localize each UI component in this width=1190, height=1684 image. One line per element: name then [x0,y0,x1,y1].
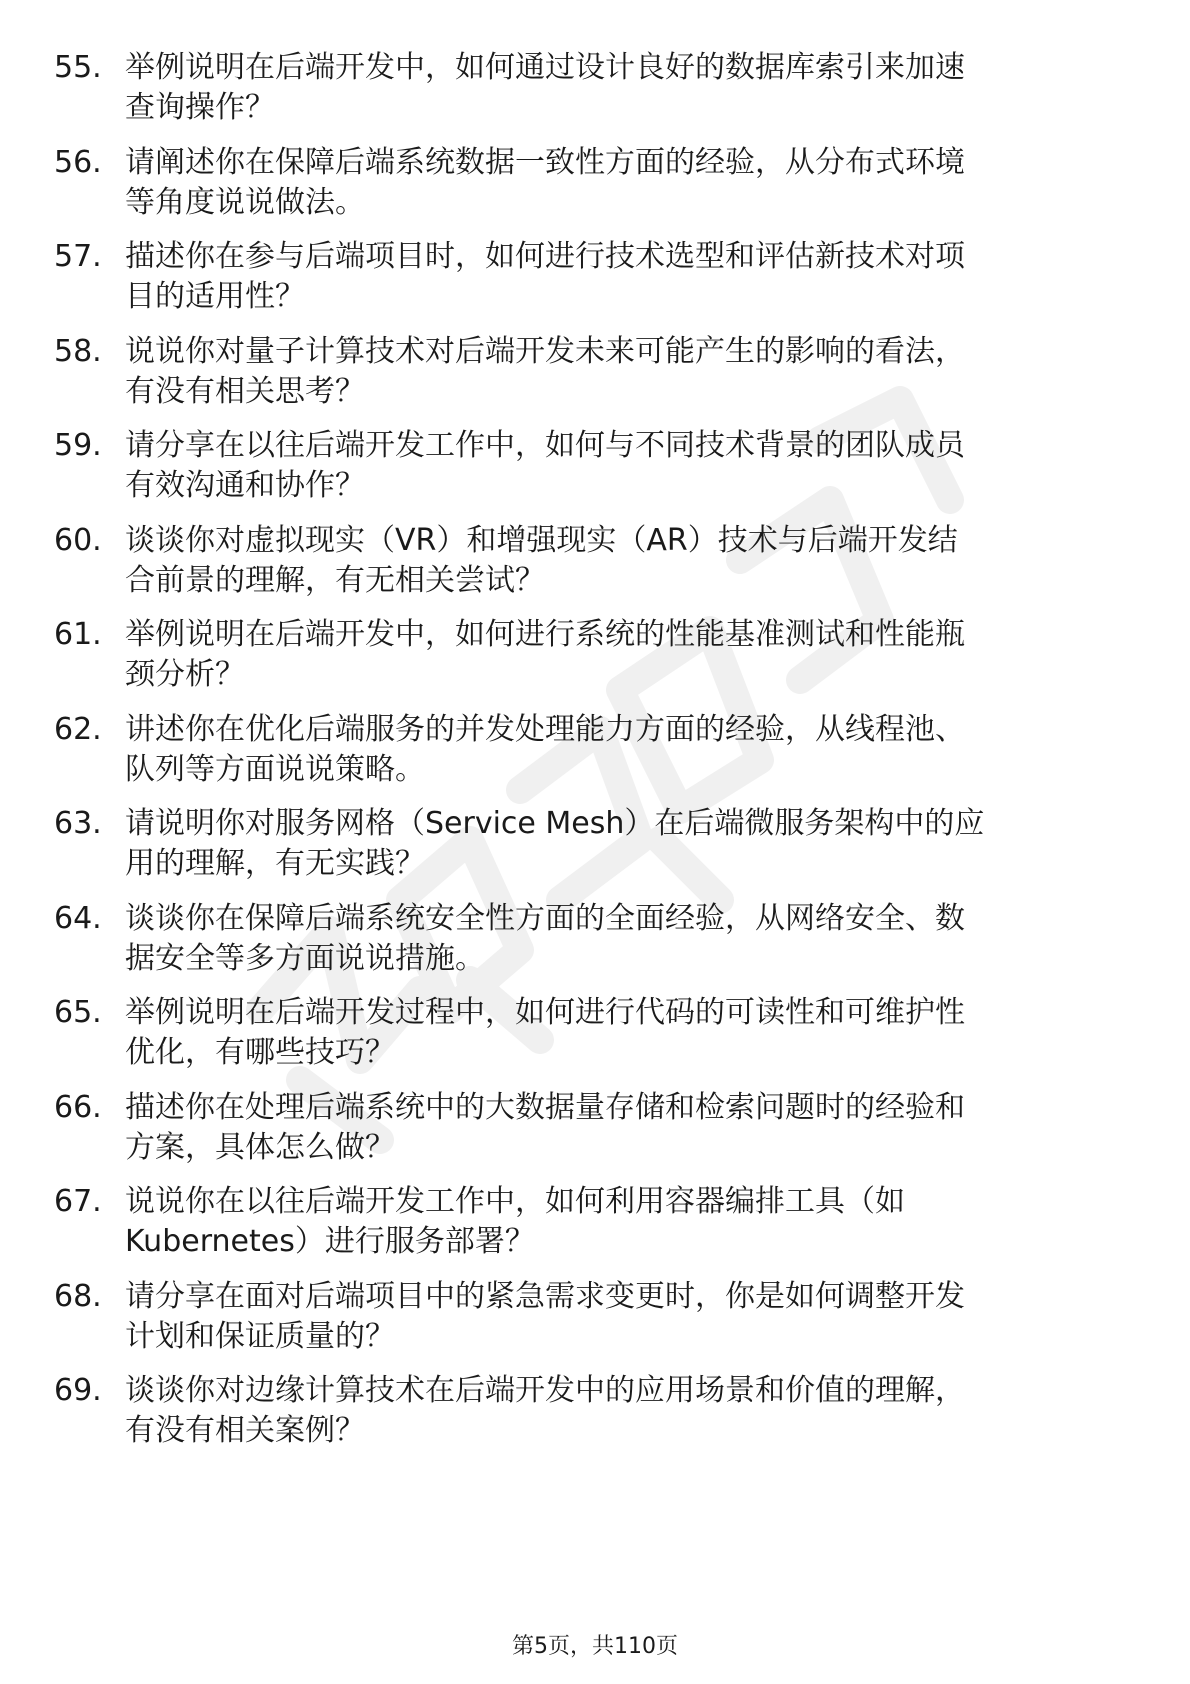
question-number: 56. [54,144,102,180]
question-number: 58. [54,333,102,369]
question-text-line: 等角度说说做法。 [125,184,365,220]
question-text-line: 描述你在处理后端系统中的大数据量存储和检索问题时的经验和 [125,1089,965,1125]
question-text-line: 颈分析？ [125,657,245,692]
question-number: 68. [54,1278,102,1314]
question-item [0,1182,1190,1266]
question-item [0,143,1190,227]
question-number: 61. [54,617,102,652]
question-number: 69. [54,1373,102,1408]
question-number: 57. [54,239,102,274]
question-item [0,332,1190,416]
question-text-line: 用的理解，有无实践？ [125,846,425,881]
question-text-line: 合前景的理解，有无相关尝试？ [125,562,545,598]
question-text-line: 描述你在参与后端项目时，如何进行技术选型和评估新技术对项 [125,239,965,274]
question-number: 67. [54,1184,102,1219]
question-item [0,710,1190,794]
question-text-line: Kubernetes）进行服务部署？ [125,1224,535,1259]
question-text-line: 有没有相关案例？ [125,1413,365,1448]
question-text-line: 请阐述你在保障后端系统数据一致性方面的经验，从分布式环境 [125,144,965,180]
page-footer [0,1632,1190,1662]
question-text-line: 有没有相关思考？ [125,373,365,409]
page-number-label: 第5页，共110页 [512,1634,678,1659]
question-text-line: 讲述你在优化后端服务的并发处理能力方面的经验，从线程池、 [125,711,965,747]
question-text-line: 举例说明在后端开发中，如何进行系统的性能基准测试和性能瓶 [125,617,965,652]
question-text-line: 请分享在以往后端开发工作中，如何与不同技术背景的团队成员 [125,428,965,463]
question-text-line: 方案，具体怎么做？ [125,1129,395,1165]
question-item [0,521,1190,605]
question-text-line: 举例说明在后端开发过程中，如何进行代码的可读性和可维护性 [125,995,965,1030]
question-item [0,237,1190,321]
question-number: 55. [54,50,102,85]
question-item [0,1371,1190,1455]
question-text-line: 谈谈你对虚拟现实（VR）和增强现实（AR）技术与后端开发结 [125,522,958,558]
question-item [0,1088,1190,1172]
question-text-line: 谈谈你对边缘计算技术在后端开发中的应用场景和价值的理解， [125,1373,965,1408]
question-number: 65. [54,995,102,1030]
question-item [0,993,1190,1077]
question-number: 64. [54,900,102,936]
question-text-line: 举例说明在后端开发中，如何通过设计良好的数据库索引来加速 [125,50,965,85]
question-number: 62. [54,711,102,747]
question-text-line: 目的适用性？ [125,279,305,314]
question-text-line: 谈谈你在保障后端系统安全性方面的全面经验，从网络安全、数 [125,900,965,936]
question-item [0,804,1190,888]
question-text-line: 有效沟通和协作？ [125,468,365,503]
question-number: 60. [54,522,102,558]
question-number: 63. [54,806,102,841]
question-item [0,48,1190,132]
question-text-line: 请分享在面对后端项目中的紧急需求变更时，你是如何调整开发 [125,1278,965,1314]
question-text-line: 优化，有哪些技巧？ [125,1035,395,1070]
question-text-line: 请说明你对服务网格（Service Mesh）在后端微服务架构中的应 [125,806,985,841]
question-text-line: 队列等方面说说策略。 [125,751,425,787]
question-number: 59. [54,428,102,463]
question-text-line: 查询操作？ [125,90,275,125]
question-item [0,1277,1190,1361]
question-text-line: 说说你在以往后端开发工作中，如何利用容器编排工具（如 [125,1184,905,1219]
question-item [0,426,1190,510]
question-text-line: 说说你对量子计算技术对后端开发未来可能产生的影响的看法， [125,333,965,369]
question-text-line: 据安全等多方面说说措施。 [125,940,485,976]
question-item [0,899,1190,983]
question-number: 66. [54,1089,102,1125]
question-item [0,615,1190,699]
question-text-line: 计划和保证质量的？ [125,1318,395,1354]
